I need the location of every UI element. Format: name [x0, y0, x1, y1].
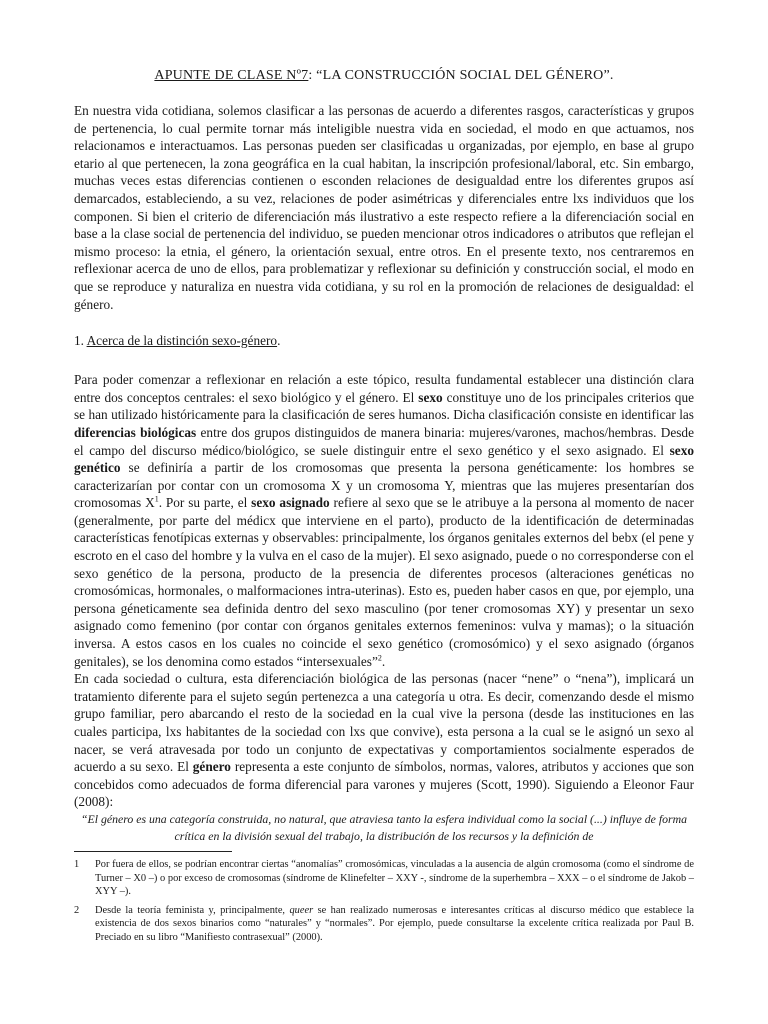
section-title-end: . — [277, 333, 281, 349]
footnote-1 — [74, 858, 694, 899]
body-paragraph-1 — [74, 371, 694, 670]
section-heading — [74, 333, 694, 349]
footnote-2 — [74, 904, 694, 945]
footnote-emphasis: queer — [289, 904, 314, 916]
footnote-ref-2[interactable]: 2 — [377, 653, 382, 663]
p2-text-c: representa a este conjunto de símbolos, normas, valores, atributos y acciones que son concebidos como adecuados de forma diferencial para varones y mujeres (Scott, 1990). Siguiendo a Eleonor Faur (2008): — [74, 759, 694, 810]
term-genero: género — [192, 759, 231, 775]
p1-text-h: . Por su parte, el — [158, 495, 252, 511]
footnote-text-a: Desde la teoría feminista y, principalmente, — [95, 904, 290, 916]
p1-text-e: entre dos grupos distinguidos de manera binaria: mujeres/varones, machos/hembras. Desde el campo del discurso médico/biológico, se suele distinguir entre el sexo genético y el sexo asignado. El — [74, 424, 694, 458]
footnote-text-b: se han realizado numerosas e interesantes críticas al discurso médico que establece la existencia de dos sexos binarios como “naturales” y “normales”. Por ejemplo, puede consultarse la excelente crítica realizada por Paul B. Preciado en su libro “Manifiesto contrasexual” (2000). — [95, 904, 694, 943]
p1-text-j: refiere al sexo que se le atribuye a la persona al momento de nacer (generalmente, por parte del médicx que interviene en el parto), producto de la identificación de determinadas características fenotípicas externas y observables: principalmente, los órganos genitales externos del bebx (el pene y escroto en el caso del hombre y la vulva en el caso de la mujer). El sexo asignado, puede o no corresponderse con el sexo genético de la persona, producto de la presencia de diferentes procesos (alteraciones genéticas no cromosómicas, hormonales, o malformaciones intra-uterinas). Esto es, pueden haber casos en que, por ejemplo, una persona géneticamente sea definida dentro del sexo masculino (por tener cromosomas XY) y presentar un sexo asignado como femenino (por contar con órganos genitales externos femeninos: vulva y mamas); o la situación inversa. A estos casos en los cuales no coincide el sexo genético (cromosómico) y el sexo asignado (órganos genitales), se los denomina como estados “intersexuales” — [74, 495, 694, 669]
footnote-number: 1 — [74, 858, 80, 870]
term-sexo-genetico: sexo genético — [74, 442, 694, 476]
p2-text-a: En cada sociedad o cultura, esta diferenciación biológica de las personas (nacer “nene” o “nena”), implicará un tratamiento diferente para el sujeto según pertenezca a una categoría u otra. Es decir, comenzando desde el mismo grupo familiar, pero abarcando el resto de la sociedad en la cual vive la persona (desde las instituciones en las cuales participa, lxs habitantes de la sociedad con lxs que convive), esta persona a la cual se le asignó un sexo al nacer, se verá atravesada por todo un conjunto de expectativas y comportamientos socialmente esperados de acuerdo a su sexo. El — [74, 671, 694, 775]
footnote-text: Por fuera de ellos, se podrían encontrar ciertas “anomalías” cromosómicas, vinculadas a la ausencia de algún cromosoma (como el síndrome de Turner – X0 –) o por exceso de cromosomas (síndrome de Klinefelter – XXY -, síndrome de la superhembra – XXX – o el síndrome de Jakob – XYY –). — [95, 858, 694, 898]
section-title: Acerca de la distinción sexo-género — [86, 333, 278, 349]
footnote-number: 2 — [74, 904, 80, 916]
section-number: 1. — [74, 333, 87, 349]
intro-paragraph: En nuestra vida cotidiana, solemos clasificar a las personas de acuerdo a diferentes rasgos, características y grupos de pertenencia, lo cual permite tornar más inteligible nuestra vida en sociedad, el modo en que actuamos, nos relacionamos e interactuamos. Las personas pueden ser clasificadas u organizadas, por ejemplo, en base al grupo etario al que pertenecen, la zona geográfica en la cual habitan, la inscripción profesional/laboral, etc. Sin embargo, muchas veces estas diferencias contienen o esconden relaciones de desigualdad entre los diferentes grupos así demarcados, estableciendo, a su vez, relaciones de poder asimétricas y diferenciales entre lxs individuos que los componen. Si bien el criterio de diferenciación más ilustrativo a este respecto refiere a la diferenciación social en base a la clase social de pertenencia del individuo, se pueden mencionar otros indicadores o atributos que reflejan el mismo proceso: la etnia, el género, la orientación sexual, entre otros. En el presente texto, nos centraremos en reflexionar acerca de uno de ellos, para problematizar y reflexionar su definición y construcción social, el modo en que se reproduce y naturaliza en nuestra vida cotidiana, y su rol en la promoción de relaciones de desigualdad: el género. — [74, 103, 694, 312]
p1-text-g: se definiría a partir de los cromosomas que presenta la persona genéticamente: los hombres se caracterizarían por contar con un cromosoma X y un cromosoma Y, mientras que las mujeres presentarían dos cromosomas X — [74, 460, 694, 511]
footnote-text — [95, 904, 694, 945]
p1-text-a: Para poder comenzar a reflexionar en relación a este tópico, resulta fundamental establecer una distinción clara entre dos conceptos centrales: el sexo biológico y el género. El — [74, 372, 694, 405]
document-title — [74, 68, 694, 84]
term-diferencias-biologicas: diferencias biológicas — [74, 424, 197, 440]
title-suffix: : “LA CONSTRUCCIÓN SOCIAL DEL GÉNERO”. — [308, 68, 614, 83]
p1-text-k: . — [381, 653, 386, 669]
p1-text-c: constituye uno de los principales criterios que se han utilizado históricamente para la clasificación de seres humanos. Dicha clasificación consiste en identificar las — [74, 389, 694, 423]
block-quote: “El género es una categoría construida, no natural, que atraviesa tanto la esfera individual como la social (...) influye de forma crítica en la división sexual del trabajo, la distribución de los recursos y la definición de — [80, 811, 688, 843]
term-sexo: sexo — [418, 389, 443, 405]
title-prefix: APUNTE DE CLASE Nº7 — [154, 68, 309, 83]
footnote-ref-1[interactable]: 1 — [154, 494, 159, 504]
body-paragraph-2 — [74, 670, 694, 811]
term-sexo-asignado: sexo asignado — [251, 495, 330, 511]
footnote-separator — [74, 851, 232, 852]
